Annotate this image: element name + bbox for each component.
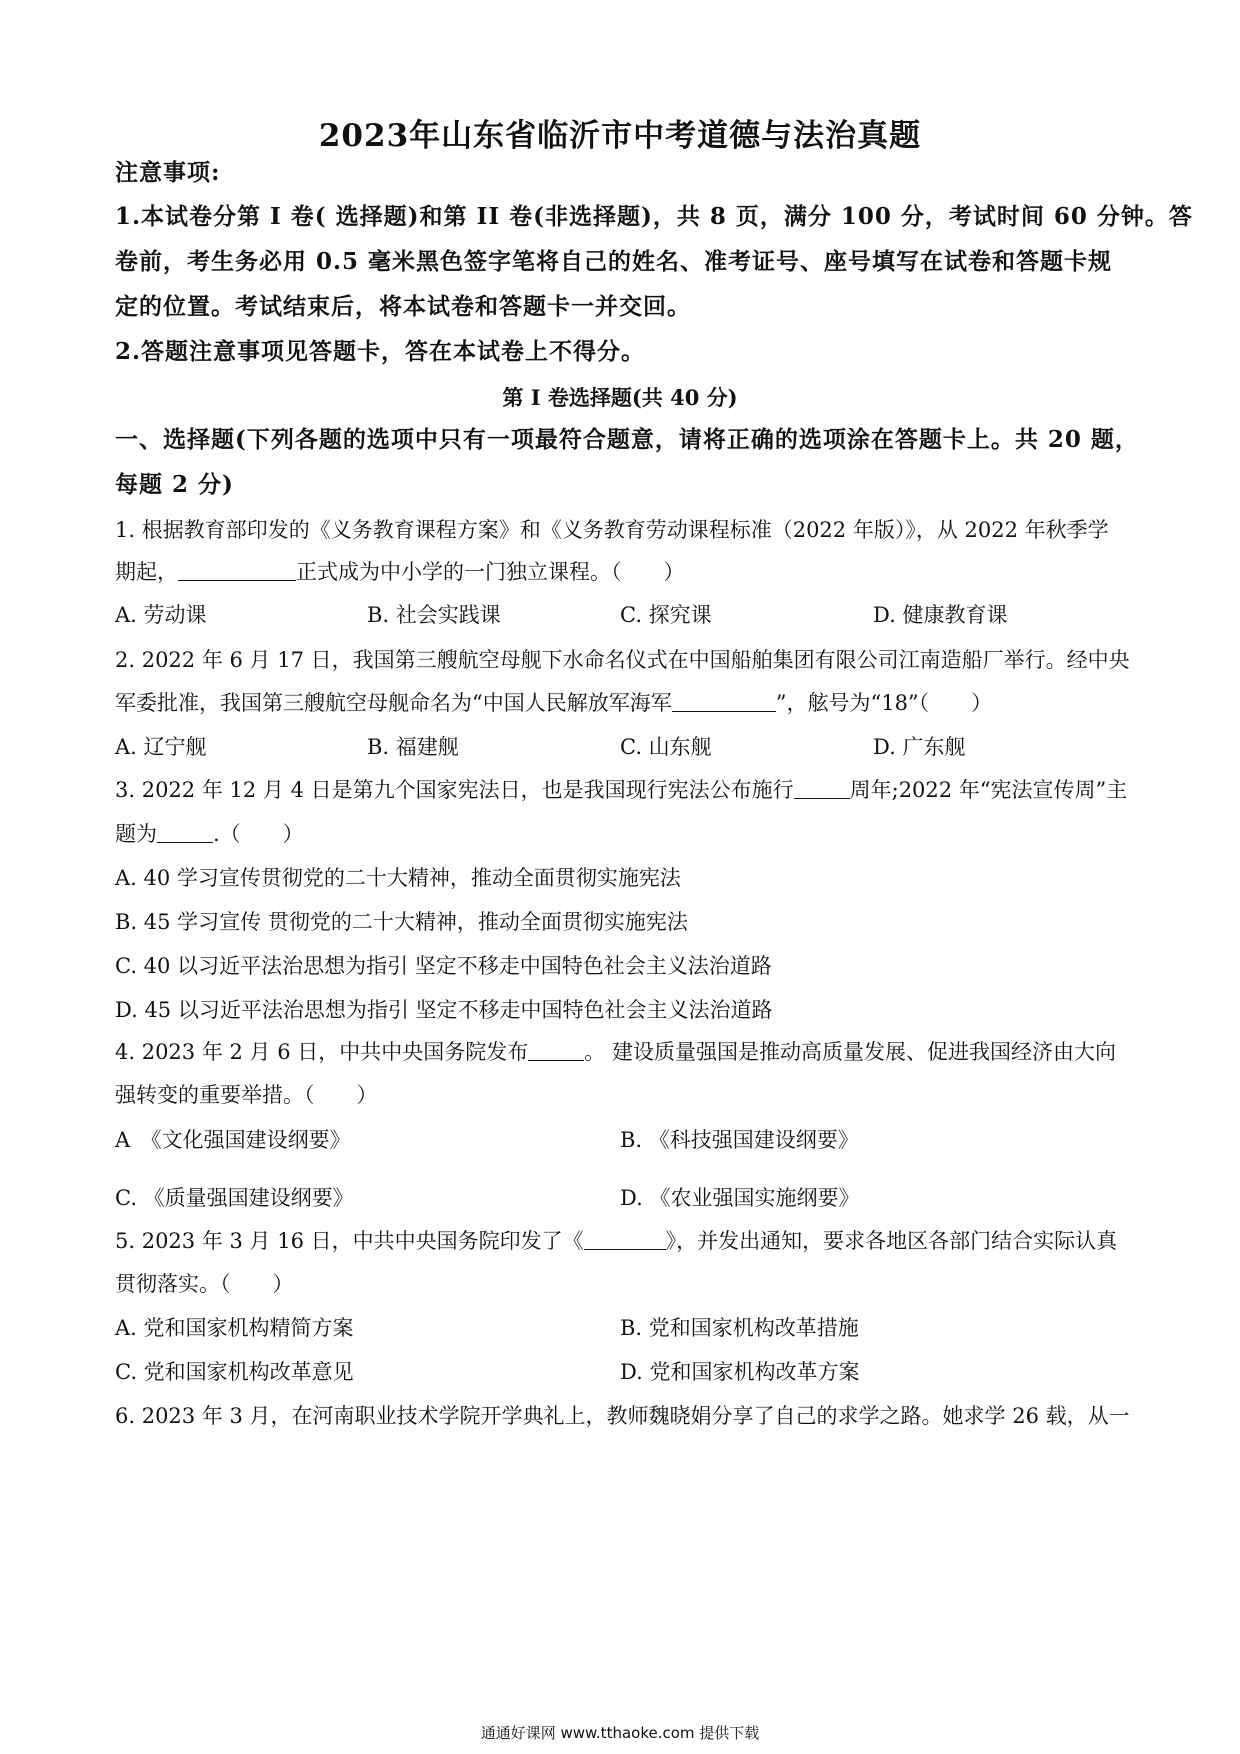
question-5-text-post: 》，并发出通知，要求各地区各部门结合实际认真: [665, 1229, 1118, 1253]
notice-item-2: 2.答题注意事项见答题卡，答在本试卷上不得分。: [115, 338, 646, 365]
question-5-line-2: 贯彻落实。（ ）: [115, 1272, 294, 1296]
question-4-option-a: A 《文化强国建设纲要》: [115, 1128, 351, 1152]
section-title: 第 I 卷选择题(共 40 分): [502, 385, 738, 410]
question-5-text-pre: 5. 2023 年 3 月 16 日，中共中央国务院印发了《: [115, 1229, 584, 1253]
question-6-line-1: 6. 2023 年 3 月，在河南职业技术学院开学典礼上，教师魏晓娟分享了自己的求学之路。她求学 26 载，从一: [115, 1404, 1130, 1428]
question-3-text-pre: 3. 2022 年 12 月 4 日是第九个国家宪法日，也是我国现行宪法公布施行: [115, 778, 794, 802]
question-1-line-1: 1. 根据教育部印发的《义务教育课程方案》和《义务教育劳动课程标准（2022 年版）》，从 2022 年秋季学: [115, 518, 1109, 542]
question-1-option-a: A. 劳动课: [115, 603, 207, 627]
question-2-option-c: C. 山东舰: [620, 735, 712, 759]
question-1-text-post: 正式成为中小学的一门独立课程。（ ）: [296, 560, 685, 584]
question-5-option-c: C. 党和国家机构改革意见: [115, 1360, 354, 1384]
question-2-text-pre: 军委批准，我国第三艘航空母舰命名为“中国人民解放军海军: [115, 691, 672, 715]
question-1-option-b: B. 社会实践课: [367, 603, 501, 627]
question-3-text-post-2: .（ ）: [213, 822, 304, 846]
exam-title: 2023年山东省临沂市中考道德与法治真题: [318, 118, 922, 154]
question-3-option-d: D. 45 以习近平法治思想为指引 坚定不移走中国特色社会主义法治道路: [115, 998, 773, 1022]
notice-item-1-line-2: 卷前，考生务必用 0.5 毫米黑色签字笔将自己的姓名、准考证号、座号填写在试卷和答题卡规: [115, 248, 1113, 275]
answer-blank: [178, 558, 296, 581]
section-instruction-line-2: 每题 2 分): [115, 471, 234, 498]
question-4-text-post: 。 建设质量强国是推动高质量发展、促进我国经济由大向: [584, 1040, 1116, 1064]
answer-blank: [584, 1227, 666, 1250]
answer-blank: [157, 820, 213, 843]
question-1-line-2: [115, 557, 1135, 587]
question-2-option-b: B. 福建舰: [367, 735, 459, 759]
question-4-option-d: D. 《农业强国实施纲要》: [620, 1186, 860, 1210]
question-4-option-b: B. 《科技强国建设纲要》: [620, 1128, 859, 1152]
question-2-option-a: A. 辽宁舰: [115, 735, 207, 759]
question-3-line-1: [115, 775, 1135, 805]
question-2-line-1: 2. 2022 年 6 月 17 日，我国第三艘航空母舰下水命名仪式在中国船舶集团有限公司江南造船厂举行。经中央: [115, 648, 1130, 672]
question-4-text-pre: 4. 2023 年 2 月 6 日，中共中央国务院发布: [115, 1040, 529, 1064]
question-1-text-pre: 期起，: [115, 560, 178, 584]
page-footer: 通通好课网 www.tthaoke.com 提供下载: [480, 1724, 760, 1742]
question-4-line-1: [115, 1037, 1135, 1067]
question-3-option-a: A. 40 学习宣传贯彻党的二十大精神，推动全面贯彻实施宪法: [115, 866, 681, 890]
answer-blank: [794, 776, 850, 799]
question-5-option-b: B. 党和国家机构改革措施: [620, 1316, 859, 1340]
question-2-text-post: ”，舷号为“18”（ ）: [775, 691, 993, 715]
question-3-text-pre-2: 题为: [115, 822, 157, 846]
question-4-option-c: C. 《质量强国建设纲要》: [115, 1186, 354, 1210]
question-1-option-d: D. 健康教育课: [873, 603, 1008, 627]
question-5-option-d: D. 党和国家机构改革方案: [620, 1360, 860, 1384]
notice-heading: 注意事项:: [115, 159, 221, 186]
section-instruction-line-1: 一、选择题(下列各题的选项中只有一项最符合题意，请将正确的选项涂在答题卡上。共 20 题，: [115, 426, 1139, 453]
question-3-option-c: C. 40 以习近平法治思想为指引 坚定不移走中国特色社会主义法治道路: [115, 954, 772, 978]
question-3-text-post: 周年;2022 年“宪法宣传周”主: [849, 778, 1128, 802]
question-3-line-2: [115, 819, 1135, 849]
question-5-line-1: [115, 1226, 1135, 1256]
notice-item-1-line-1: 1.本试卷分第 I 卷( 选择题)和第 II 卷(非选择题)，共 8 页，满分 100 分，考试时间 60 分钟。答: [115, 203, 1193, 230]
notice-item-1-line-3: 定的位置。考试结束后，将本试卷和答题卡一并交回。: [115, 293, 691, 320]
question-3-option-b: B. 45 学习宣传 贯彻党的二十大精神，推动全面贯彻实施宪法: [115, 910, 688, 934]
question-1-option-c: C. 探究课: [620, 603, 712, 627]
answer-blank: [528, 1038, 584, 1061]
question-4-line-2: 强转变的重要举措。（ ）: [115, 1083, 378, 1107]
question-2-option-d: D. 广东舰: [873, 735, 966, 759]
answer-blank: [672, 689, 776, 712]
question-2-line-2: [115, 688, 1135, 718]
question-5-option-a: A. 党和国家机构精简方案: [115, 1316, 354, 1340]
